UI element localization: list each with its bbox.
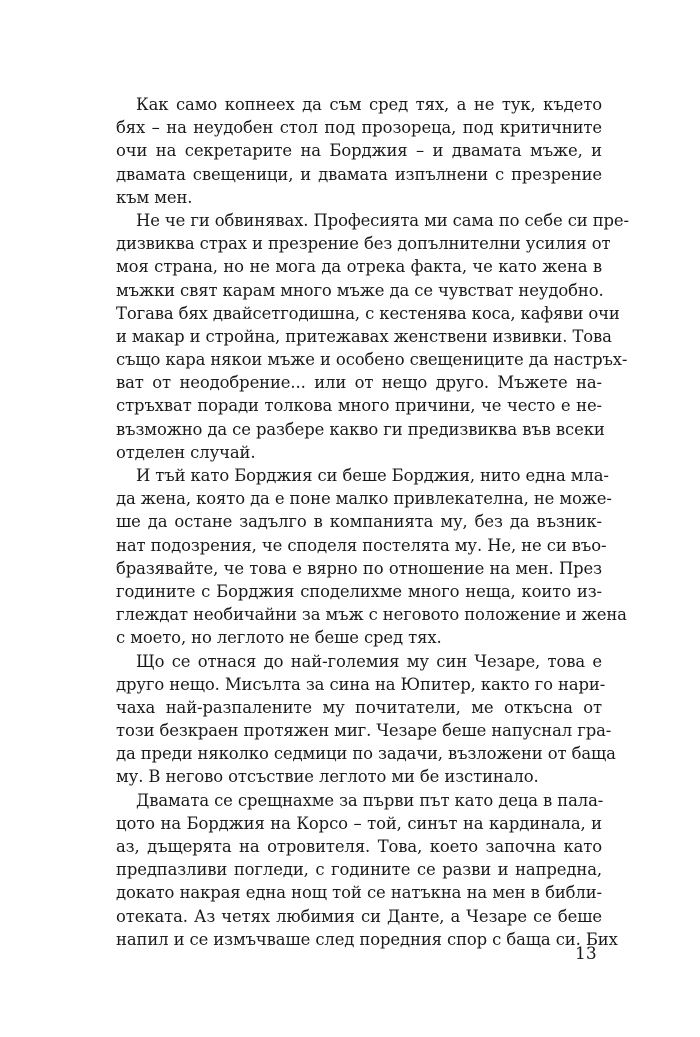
text-line: мъжки свят карам много мъже да се чувстват неудобно.	[116, 280, 604, 300]
page-number: 13	[575, 944, 597, 964]
text-line: докато накрая една нощ той се натъкна на мен в библи-	[116, 883, 602, 903]
text-line: Как само копнеех да съм сред тях, а не тук, където	[136, 95, 602, 114]
text-line: моя страна, но не мога да отрека факта, че като жена в	[116, 257, 602, 277]
text-line: годините с Борджия споделихме много неща, които из-	[116, 581, 602, 601]
text-line: напил и се измъчваше след поредния спор с баща си. Бих	[116, 929, 618, 949]
text-line: към мен.	[116, 187, 193, 207]
text-line: дизвиква страх и презрение без допълнителни усилия от	[116, 234, 611, 254]
text-line: да преди няколко седмици по задачи, възложени от баща	[116, 744, 616, 764]
page-text-block	[116, 93, 629, 951]
text-line: бразявайте, че това е вярно по отношение на мен. През	[116, 558, 602, 578]
text-line: Не че ги обвинявах. Професията ми сама по себе си пре-	[136, 210, 629, 230]
text-line: стръхват поради толкова много причини, че често е не-	[116, 396, 602, 416]
text-line: двамата свещеници, и двамата изпълнени с презрение	[116, 164, 602, 184]
text-line: очи на секретарите на Борджия – и двамата мъже, и	[116, 141, 602, 161]
text-line: И тъй като Борджия си беше Борджия, нито една мла-	[136, 466, 609, 485]
text-line: да жена, която да е поне малко привлекателна, не може-	[116, 489, 612, 509]
text-line: ват от неодобрение... или от нещо друго. Мъжете на-	[116, 373, 602, 393]
text-line: глеждат необичайни за мъж с неговото положение и жена	[116, 605, 627, 625]
paragraph-3	[116, 464, 627, 650]
text-line: друго нещо. Мисълта за сина на Юпитер, както го нари-	[116, 674, 606, 694]
text-line: с моето, но леглото не беше сред тях.	[116, 628, 442, 648]
text-line: Тогава бях двайсетгодишна, с кестенява коса, кафяви очи	[116, 303, 620, 323]
text-line: отеката. Аз четях любимия си Данте, а Чезаре се беше	[116, 906, 602, 926]
text-line: възможно да се разбере какво ги предизвиква във всеки	[116, 419, 605, 439]
text-line: ше да остане задълго в компанията му, без да възник-	[116, 512, 602, 532]
text-line: бях – на неудобен стол под прозореца, под критичните	[116, 118, 602, 138]
text-line: Що се отнася до най-големия му син Чезаре, това е	[136, 651, 602, 671]
paragraph-2	[116, 209, 629, 464]
paragraph-5	[116, 789, 618, 951]
text-line: отделен случай.	[116, 442, 256, 462]
text-line: този безкраен протяжен миг. Чезаре беше напуснал гра-	[116, 721, 612, 741]
text-line: предпазливи погледи, с годините се разви и напредна,	[116, 860, 602, 880]
text-line: също кара някои мъже и особено свещениците да настръх-	[116, 350, 628, 370]
text-line: му. В негово отсъствие леглото ми бе изстинало.	[116, 767, 539, 787]
paragraph-1	[116, 93, 602, 209]
text-line: аз, дъщерята на отровителя. Това, което започна като	[116, 837, 602, 856]
text-line: Двамата се срещнахме за първи път като деца в пала-	[136, 790, 604, 810]
text-line: нат подозрения, че споделя постелята му. Не, не си въо-	[116, 535, 607, 555]
paragraph-4	[116, 650, 616, 789]
text-line: и макар и стройна, притежавах женствени извивки. Това	[116, 326, 612, 346]
text-line: цото на Борджия на Корсо – той, синът на кардинала, и	[116, 813, 602, 833]
text-line: чаха най-разпалените му почитатели, ме откъсна от	[116, 697, 602, 717]
